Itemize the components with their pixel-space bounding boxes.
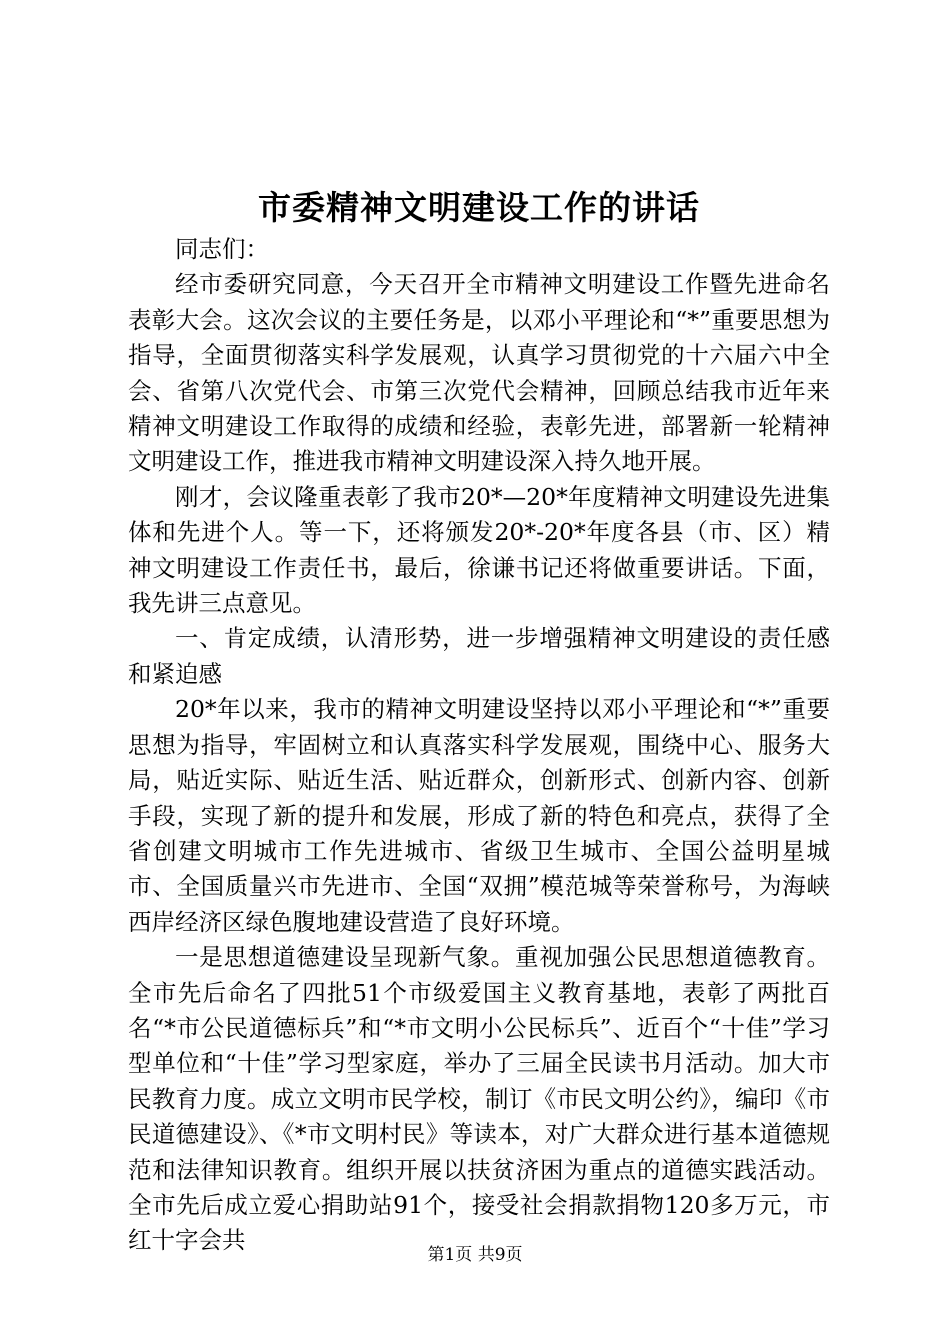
paragraph-commendation: 刚才，会议隆重表彰了我市20*—20*年度精神文明建设先进集体和先进个人。等一下，还将颁发20*-20*年度各县（市、区）精神文明建设工作责任书，最后，徐谦书记还将做重要讲话。下面，我先讲三点意见。 [128,482,830,618]
paragraph-moral-construction: 一是思想道德建设呈现新气象。重视加强公民思想道德教育。全市先后命名了四批51个市级爱国主义教育基地，表彰了两批百名“*市公民道德标兵”和“*市文明小公民标兵”、近百个“十佳”学习型单位和“十佳”学习型家庭，举办了三届全民读书月活动。加大市民教育力度。成立文明市民学校，制订《市民文明公约》，编印《市民道德建设》、《*市文明村民》等读本，对广大群众进行基本道德规范和法律知识教育。组织开展以扶贫济困为重点的道德实践活动。全市先后成立爱心捐助站91个，接受社会捐款捐物120多万元，市红十字会共 [128,943,830,1255]
page-footer: 第1页 共9页 [427,1245,523,1265]
paragraph-intro: 经市委研究同意，今天召开全市精神文明建设工作暨先进命名表彰大会。这次会议的主要任务是，以邓小平理论和“*”重要思想为指导，全面贯彻落实科学发展观，认真学习贯彻党的十六届六中全会、省第八次党代会、市第三次党代会精神，回顾总结我市近年来精神文明建设工作取得的成绩和经验，表彰先进，部署新一轮精神文明建设工作，推进我市精神文明建设深入持久地开展。 [128,270,830,476]
document-page [128,186,830,1259]
salutation: 同志们： [175,235,269,263]
document-title: 市委精神文明建设工作的讲话 [258,188,700,227]
section-heading-1: 一、肯定成绩，认清形势，进一步增强精神文明建设的责任感和紧迫感 [128,624,830,688]
paragraph-achievements: 20*年以来，我市的精神文明建设坚持以邓小平理论和“*”重要思想为指导，牢固树立和认真落实科学发展观，围绕中心、服务大局，贴近实际、贴近生活、贴近群众，创新形式、创新内容、创新手段，实现了新的提升和发展，形成了新的特色和亮点，获得了全省创建文明城市工作先进城市、省级卫生城市、全国公益明星城市、全国质量兴市先进市、全国“双拥”模范城等荣誉称号，为海峡西岸经济区绿色腹地建设营造了良好环境。 [128,695,830,936]
